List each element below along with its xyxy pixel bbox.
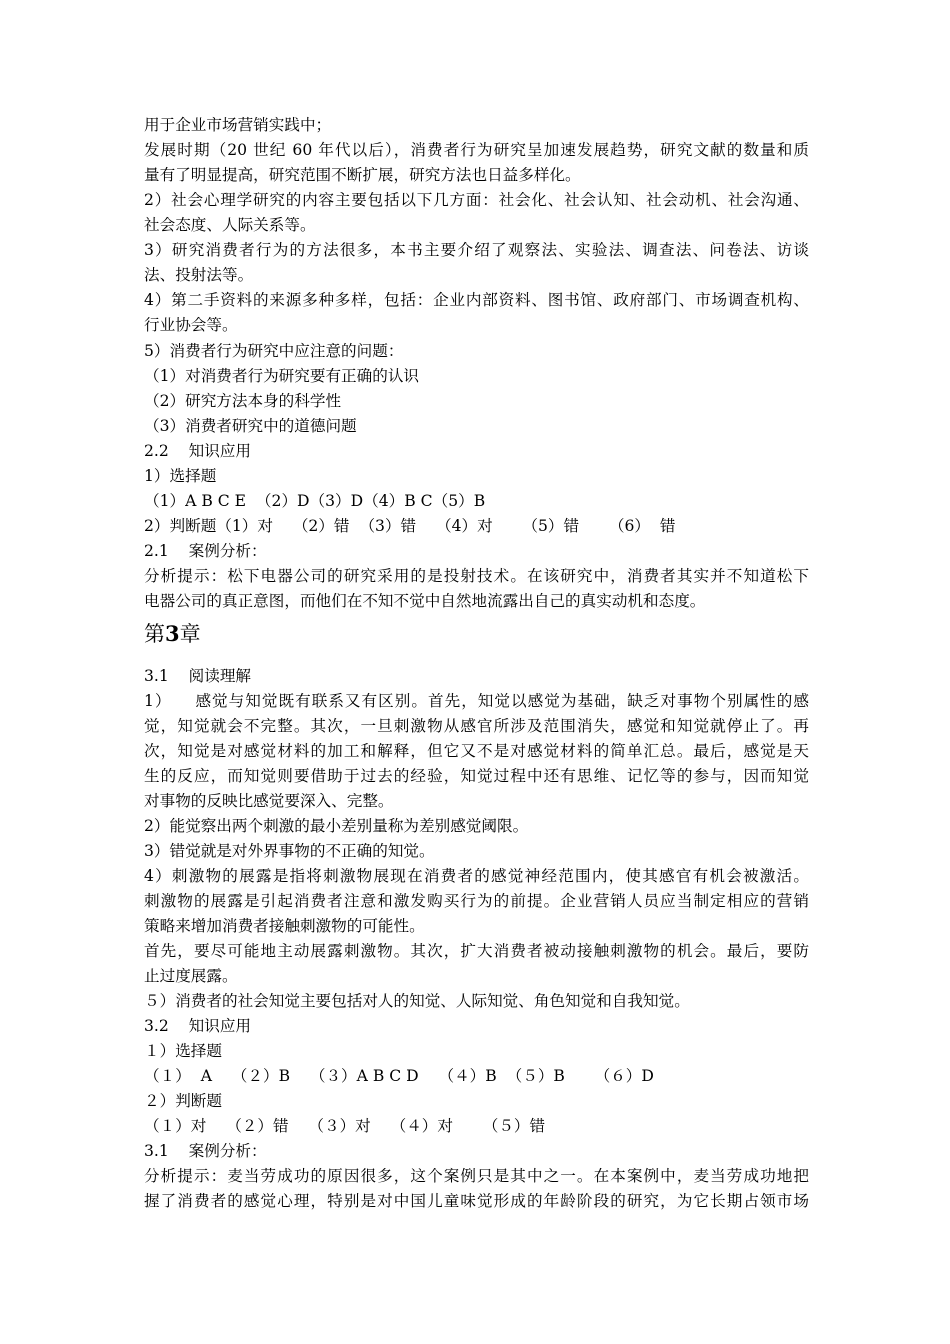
text-line: 电器公司的真正意图，而他们在不知不觉中自然地流露出自己的真实动机和态度。 bbox=[144, 592, 706, 610]
text-line: 止过度展露。 bbox=[144, 967, 238, 985]
text-line: （１）对 （２）错 （３）对 （４）对 （５）错 bbox=[144, 1117, 546, 1135]
text-line: 发展时期（20 世纪 60 年代以后），消费者行为研究呈加速发展趋势，研究文献的数量和质 bbox=[144, 141, 809, 159]
text-line: 3）错觉就是对外界事物的不正确的知觉。 bbox=[144, 842, 435, 860]
section-heading: 3.2 知识应用 bbox=[144, 1017, 252, 1035]
text-line: （1）对消费者行为研究要有正确的认识 bbox=[144, 367, 420, 385]
section-heading: 3.1 阅读理解 bbox=[144, 667, 252, 685]
chapter-prefix: 第 bbox=[144, 622, 165, 646]
text-line: 策略来增加消费者接触刺激物的可能性。 bbox=[144, 917, 425, 935]
chapter-suffix: 章 bbox=[179, 622, 201, 646]
text-line: （１） A （２）B （３）A B C D （４）B （５）B （６）D bbox=[144, 1067, 654, 1085]
text-line: ２）判断题 bbox=[144, 1092, 222, 1110]
text-line: 行业协会等。 bbox=[144, 316, 238, 334]
text-line: 分析提示：麦当劳成功的原因很多，这个案例只是其中之一。在本案例中，麦当劳成功地把 bbox=[144, 1167, 809, 1185]
text-line: （2）研究方法本身的科学性 bbox=[144, 392, 342, 410]
text-line: 量有了明显提高，研究范围不断扩展，研究方法也日益多样化。 bbox=[144, 166, 581, 184]
section-heading: 2.2 知识应用 bbox=[144, 442, 252, 460]
text-line: 首先，要尽可能地主动展露刺激物。其次，扩大消费者被动接触刺激物的机会。最后，要防 bbox=[144, 942, 809, 960]
text-line: 生的反应，而知觉则要借助于过去的经验，知觉过程中还有思维、记忆等的参与，因而知觉 bbox=[144, 767, 809, 785]
text-line: 3）研究消费者行为的方法很多，本书主要介绍了观察法、实验法、调查法、问卷法、访谈 bbox=[144, 241, 809, 259]
text-line: １）选择题 bbox=[144, 1042, 222, 1060]
text-line: 次，知觉是对感觉材料的加工和解释，但它又不是对感觉材料的简单汇总。最后，感觉是天 bbox=[144, 742, 809, 760]
text-line: 1）选择题 bbox=[144, 467, 217, 485]
text-line: 觉，知觉就会不完整。其次，一旦刺激物从感官所涉及范围消失，感觉和知觉就停止了。再 bbox=[144, 717, 809, 735]
text-line: 4）第二手资料的来源多种多样，包括：企业内部资料、图书馆、政府部门、市场调查机构、 bbox=[144, 291, 809, 309]
text-line: ５）消费者的社会知觉主要包括对人的知觉、人际知觉、角色知觉和自我知觉。 bbox=[144, 992, 690, 1010]
chapter-number: 3 bbox=[165, 621, 180, 646]
text-line: 5）消费者行为研究中应注意的问题： bbox=[144, 342, 404, 360]
text-line: 刺激物的展露是引起消费者注意和激发购买行为的前提。企业营销人员应当制定相应的营销 bbox=[144, 892, 809, 910]
text-line: （1）A B C E （2）D（3）D（4）B C（5）B bbox=[144, 492, 486, 510]
text-line: 用于企业市场营销实践中； bbox=[144, 116, 332, 134]
text-line: 社会态度、人际关系等。 bbox=[144, 216, 316, 234]
text-line: 法、投射法等。 bbox=[144, 266, 254, 284]
text-line: 2）社会心理学研究的内容主要包括以下几方面：社会化、社会认知、社会动机、社会沟通、 bbox=[144, 191, 809, 209]
text-line: 分析提示：松下电器公司的研究采用的是投射技术。在该研究中，消费者其实并不知道松下 bbox=[144, 567, 809, 585]
text-line: （3）消费者研究中的道德问题 bbox=[144, 417, 357, 435]
chapter-heading bbox=[144, 618, 201, 650]
section-heading: 3.1 案例分析： bbox=[144, 1142, 267, 1160]
text-line: 对事物的反映比感觉要深入、完整。 bbox=[144, 792, 394, 810]
text-line: 握了消费者的感觉心理，特别是对中国儿童味觉形成的年龄阶段的研究，为它长期占领市场 bbox=[144, 1192, 809, 1210]
text-line: 2）能觉察出两个刺激的最小差别量称为差别感觉阈限。 bbox=[144, 817, 529, 835]
text-line: 4）刺激物的展露是指将刺激物展现在消费者的感觉神经范围内，使其感官有机会被激活。 bbox=[144, 867, 809, 885]
text-line: 1） 感觉与知觉既有联系又有区别。首先，知觉以感觉为基础，缺乏对事物个别属性的感 bbox=[144, 692, 809, 710]
section-heading: 2.1 案例分析： bbox=[144, 542, 267, 560]
text-line: 2）判断题（1）对 （2）错 （3）错 （4）对 （5）错 （6） 错 bbox=[144, 517, 676, 535]
